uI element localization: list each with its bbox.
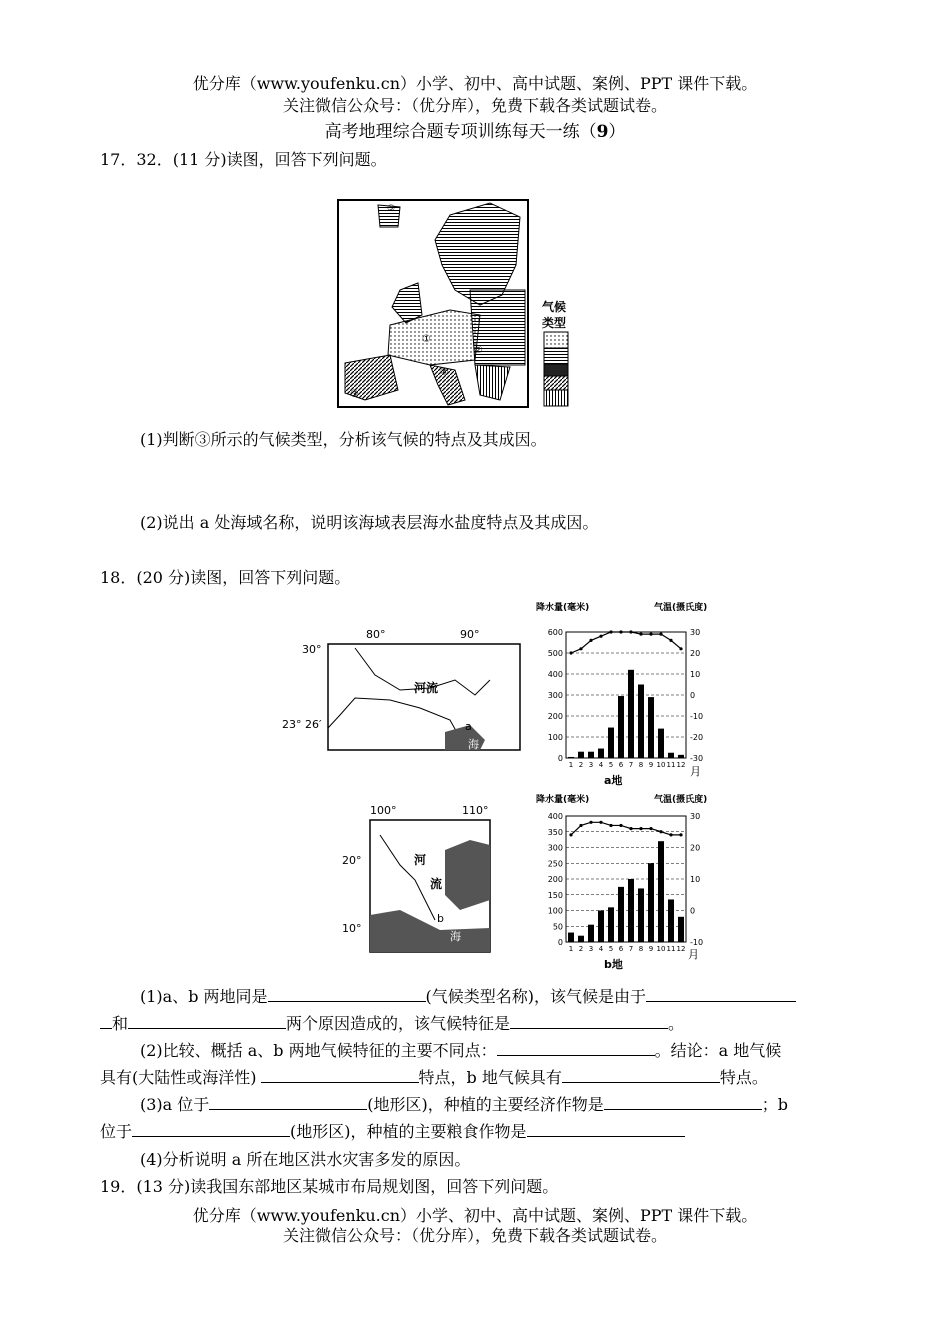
chart-b-ytick-label: 0 — [557, 938, 563, 947]
q18-sub2-line2 — [100, 1066, 768, 1090]
q18-sub1-line2 — [100, 1012, 684, 1036]
chart-a-y2tick-label: -10 — [690, 712, 704, 721]
chart-a-temp-point-month-12 — [679, 647, 682, 650]
chart-a-temp-point-month-10 — [659, 633, 662, 636]
chart-b-xtick-label: 11 — [666, 945, 676, 953]
chart-a-xtick-label: 7 — [628, 761, 634, 769]
chart-b-bar-month-12 — [678, 917, 684, 942]
chart-b-ytick-label: 400 — [547, 812, 563, 821]
map-a-lon1: 80° — [366, 628, 386, 641]
chart-b-ytick-label: 100 — [547, 906, 563, 916]
q17-sub2: (2)说出 a 处海域名称，说明该海域表层海水盐度特点及其成因。 — [140, 513, 599, 532]
footer-line-1: 优分库（www.youfenku.cn）小学、初中、高中试题、案例、PPT 课件下载。 — [192, 1206, 758, 1225]
chart-a-y2tick-label: 0 — [690, 691, 696, 700]
map-a-sea-label: 海 — [468, 738, 479, 751]
answer-blank-cause-2[interactable] — [128, 1013, 286, 1029]
legend-title-2: 类型 — [542, 316, 567, 330]
chart-b-temp-point-month-8 — [639, 827, 642, 830]
q18-sub1-a: (1)a、b 两地同是 — [140, 987, 268, 1006]
chart-a-ytick-label: 500 — [547, 649, 563, 658]
climate-chart-b — [530, 790, 710, 970]
page-title — [0, 120, 950, 144]
q18-sub1-b: (气候类型名称)，该气候是由于 — [425, 987, 647, 1006]
legend-vlines — [544, 390, 568, 406]
chart-b-xtick-label: 2 — [578, 945, 584, 953]
title-close: ） — [608, 122, 626, 142]
header-line-2: 关注微信公众号：（优分库），免费下载各类试题试卷。 — [282, 96, 667, 115]
chart-a-bar-month-11 — [668, 753, 674, 758]
chart-b-y2tick-label: 0 — [690, 906, 696, 916]
chart-a-title: a地 — [604, 774, 623, 787]
map-b-river-label-1: 河 — [414, 853, 427, 867]
answer-blank-climate-feature[interactable] — [510, 1013, 668, 1029]
chart-b-bar-month-9 — [648, 863, 654, 942]
chart-a-bar-month-9 — [648, 697, 654, 758]
chart-b-bar-month-7 — [628, 879, 634, 942]
marker-4: ④ — [440, 367, 449, 378]
chart-a-temp-point-month-4 — [599, 635, 602, 638]
chart-b-ytick-label: 150 — [547, 890, 563, 900]
chart-b-ytick-label: 300 — [547, 843, 563, 853]
europe-climate-map — [330, 195, 580, 415]
map-a-lat1: 30° — [302, 643, 322, 656]
chart-a-xtick-label: 11 — [666, 761, 676, 769]
chart-b-xtick-label: 12 — [676, 945, 686, 953]
chart-a-ytick-label: 200 — [547, 712, 563, 721]
chart-a-temp-point-month-6 — [619, 630, 622, 633]
chart-a-y2tick-label: -20 — [690, 733, 704, 742]
chart-a-y2tick-label: -30 — [690, 754, 704, 763]
q18-sub2-c: 具有(大陆性或海洋性) — [100, 1068, 257, 1087]
chart-b-xtick-label: 5 — [608, 945, 614, 953]
map-b-lat1: 20° — [342, 854, 362, 867]
marker-1: ① — [422, 334, 431, 345]
chart-a-temp-point-month-5 — [609, 630, 612, 633]
q18-sub4: (4)分析说明 a 所在地区洪水灾害多发的原因。 — [140, 1150, 471, 1169]
map-a-lon2: 90° — [460, 628, 480, 641]
legend-solid — [544, 364, 568, 376]
chart-b-xtick-label: 9 — [648, 945, 654, 953]
chart-b-ytick-label: 50 — [552, 922, 563, 932]
q18-sub2-d: 特点，b 地气候具有 — [418, 1068, 562, 1087]
chart-b-y2tick-label: 20 — [690, 843, 701, 853]
chart-a-xtick-label: 6 — [618, 761, 624, 769]
map-a — [280, 620, 530, 760]
chart-b-xlabel: 月 — [688, 948, 699, 961]
answer-blank-climate-type[interactable] — [268, 986, 426, 1002]
chart-a-ytick-label: 0 — [557, 754, 563, 763]
header-line-1: 优分库（www.youfenku.cn）小学、初中、高中试题、案例、PPT 课件下载。 — [192, 74, 758, 93]
chart-b-xtick-label: 3 — [588, 945, 594, 953]
chart-a-y2tick-label: 30 — [690, 628, 701, 637]
map-b-point: b — [437, 912, 444, 925]
map-b-river-label-2: 流 — [430, 877, 443, 891]
chart-b-title: b地 — [604, 958, 623, 970]
q18-sub2-a: (2)比较、概括 a、b 两地气候特征的主要不同点： — [140, 1041, 497, 1060]
chart-b-y2tick-label: 30 — [690, 812, 701, 821]
map-b-lon2: 110° — [462, 804, 489, 817]
chart-b-xtick-label: 10 — [656, 945, 666, 953]
chart-a-bar-month-6 — [618, 696, 624, 758]
answer-blank-difference[interactable] — [497, 1040, 655, 1056]
chart-b-bar-month-3 — [588, 925, 594, 942]
chart-a-xtick-label: 8 — [638, 761, 644, 769]
chart-a-ytick-label: 600 — [547, 628, 563, 637]
chart-a-xtick-label: 4 — [598, 761, 604, 769]
chart-a-bar-month-7 — [628, 670, 634, 758]
q18-sub3-a: (3)a 位于 — [140, 1095, 210, 1114]
chart-a-bar-month-12 — [678, 755, 684, 758]
chart-b-bar-month-4 — [598, 911, 604, 943]
chart-a-xtick-label: 12 — [676, 761, 686, 769]
chart-a-xtick-label: 9 — [648, 761, 654, 769]
marker-2: ② — [474, 345, 483, 356]
chart-b-bar-month-10 — [658, 841, 664, 942]
chart-b-xtick-label: 7 — [628, 945, 634, 953]
title-number: 9 — [596, 122, 609, 142]
map-b-sea-north — [445, 840, 490, 910]
chart-a-bar-month-5 — [608, 728, 614, 758]
q19-stem: 19．(13 分)读我国东部地区某城市布局规划图，回答下列问题。 — [100, 1177, 559, 1196]
chart-a-xtick-label: 1 — [568, 761, 574, 769]
chart-a-temp-point-month-1 — [569, 651, 572, 654]
chart-a-ytick-label: 100 — [547, 733, 563, 742]
answer-blank-a-climate[interactable] — [261, 1067, 419, 1083]
chart-b-temp-point-month-7 — [629, 827, 632, 830]
q18-sub2-b: 。结论：a 地气候 — [654, 1041, 782, 1060]
chart-a-ytick-label: 300 — [547, 691, 563, 700]
chart-b-temp-point-month-3 — [589, 821, 592, 824]
chart-b-y2label: 气温(摄氏度) — [654, 795, 708, 805]
chart-b-temp-point-month-12 — [679, 833, 682, 836]
q18-sub3-b: (地形区)，种植的主要经济作物是 — [367, 1095, 604, 1114]
chart-a-ylabel: 降水量(毫米) — [536, 603, 590, 613]
q18-sub3-c: ；b — [761, 1095, 789, 1114]
legend-hlines — [544, 348, 568, 364]
chart-b-bar-month-8 — [638, 888, 644, 942]
answer-blank-b-landform[interactable] — [132, 1121, 290, 1137]
chart-a-xtick-label: 5 — [608, 761, 614, 769]
chart-b-bar-month-5 — [608, 907, 614, 942]
map-a-lat2: 23° 26′ — [282, 718, 322, 731]
map-a-point: a — [465, 720, 472, 733]
q18-sub2-e: 特点。 — [719, 1068, 768, 1087]
footer-line-2: 关注微信公众号：（优分库），免费下载各类试题试卷。 — [282, 1226, 667, 1245]
chart-b-temp-point-month-9 — [649, 827, 652, 830]
chart-b-temp-line — [571, 822, 681, 835]
chart-b-temp-point-month-5 — [609, 824, 612, 827]
chart-b-y2tick-label: 10 — [690, 875, 701, 884]
chart-a-bar-month-4 — [598, 749, 604, 758]
chart-b-temp-point-month-1 — [569, 833, 572, 836]
chart-a-bar-month-2 — [578, 752, 584, 758]
marker-3: ③ — [350, 389, 359, 400]
chart-a-temp-point-month-8 — [639, 633, 642, 636]
answer-blank-cause-1-cont[interactable] — [100, 1013, 112, 1029]
chart-b-ytick-label: 250 — [547, 859, 563, 869]
title-text: 高考地理综合题专项训练每天一练（ — [324, 122, 597, 142]
chart-a-xlabel: 月 — [690, 765, 701, 778]
legend-title-1: 气候 — [542, 300, 567, 314]
q18-sub1-e: 。 — [668, 1014, 685, 1033]
marker-5: ⑤ — [387, 204, 396, 214]
chart-a-temp-point-month-7 — [629, 630, 632, 633]
q17-sub1: (1)判断③所示的气候类型，分析该气候的特点及其成因。 — [140, 430, 547, 449]
legend-dots — [544, 332, 568, 348]
chart-a-temp-point-month-2 — [579, 647, 582, 650]
map-b-lat2: 10° — [342, 922, 362, 935]
chart-a-bar-month-8 — [638, 685, 644, 759]
chart-b-temp-point-month-4 — [599, 821, 602, 824]
chart-a-temp-line — [571, 632, 681, 653]
map-a-frame — [328, 644, 520, 750]
chart-b-y2tick-label: -10 — [690, 938, 704, 947]
chart-a-y2tick-label: 20 — [690, 649, 701, 658]
chart-a-temp-point-month-3 — [589, 639, 592, 642]
chart-a-ytick-label: 400 — [547, 670, 563, 679]
q18-sub3-line2 — [100, 1120, 685, 1144]
q18-sub2-line1 — [140, 1039, 781, 1063]
chart-b-bar-month-6 — [618, 887, 624, 942]
chart-b-ylabel: 降水量(毫米) — [536, 795, 590, 805]
chart-a-y2label: 气温(摄氏度) — [654, 603, 708, 613]
answer-blank-a-crop[interactable] — [604, 1094, 762, 1110]
q18-sub1-line1 — [140, 985, 796, 1009]
map-b — [340, 800, 500, 960]
chart-b-temp-point-month-10 — [659, 830, 662, 833]
chart-a-bar-month-1 — [568, 757, 574, 758]
map-a-river-label: 河流 — [414, 681, 439, 695]
chart-a-xtick-label: 2 — [578, 761, 584, 769]
answer-blank-b-climate[interactable] — [562, 1067, 720, 1083]
q18-stem: 18．(20 分)读图，回答下列问题。 — [100, 568, 351, 587]
q18-sub1-d: 两个原因造成的，该气候特征是 — [286, 1014, 511, 1033]
chart-a-bar-month-3 — [588, 752, 594, 758]
chart-b-bar-month-11 — [668, 899, 674, 942]
climate-chart-a — [530, 598, 710, 790]
chart-a-bar-month-10 — [658, 729, 664, 758]
map-b-lon1: 100° — [370, 804, 397, 817]
chart-b-ytick-label: 350 — [547, 827, 563, 837]
legend-diag — [544, 376, 568, 390]
q18-sub3-e: (地形区)，种植的主要粮食作物是 — [290, 1122, 527, 1141]
q18-sub1-c: 和 — [112, 1014, 129, 1033]
q18-sub3-line1 — [140, 1093, 788, 1117]
chart-b-ytick-label: 200 — [547, 875, 563, 884]
chart-b-bar-month-2 — [578, 936, 584, 942]
chart-b-xtick-label: 4 — [598, 945, 604, 953]
chart-b-bar-month-1 — [568, 933, 574, 942]
chart-b-temp-point-month-2 — [579, 824, 582, 827]
chart-a-xtick-label: 10 — [656, 761, 666, 769]
q18-sub3-d: 位于 — [100, 1122, 133, 1141]
chart-a-xtick-label: 3 — [588, 761, 594, 769]
answer-blank-a-landform[interactable] — [209, 1094, 367, 1110]
chart-b-xtick-label: 8 — [638, 945, 644, 953]
chart-a-temp-point-month-11 — [669, 639, 672, 642]
answer-blank-b-crop[interactable] — [527, 1121, 685, 1137]
chart-b-temp-point-month-11 — [669, 833, 672, 836]
chart-b-xtick-label: 1 — [568, 945, 574, 953]
chart-a-temp-point-month-9 — [649, 633, 652, 636]
map-b-sea-label: 海 — [450, 930, 461, 943]
chart-b-temp-point-month-6 — [619, 824, 622, 827]
chart-a-y2tick-label: 10 — [690, 670, 701, 679]
answer-blank-cause-1[interactable] — [646, 986, 796, 1002]
q17-stem: 17．32．(11 分)读图，回答下列问题。 — [100, 150, 387, 169]
chart-b-xtick-label: 6 — [618, 945, 624, 953]
